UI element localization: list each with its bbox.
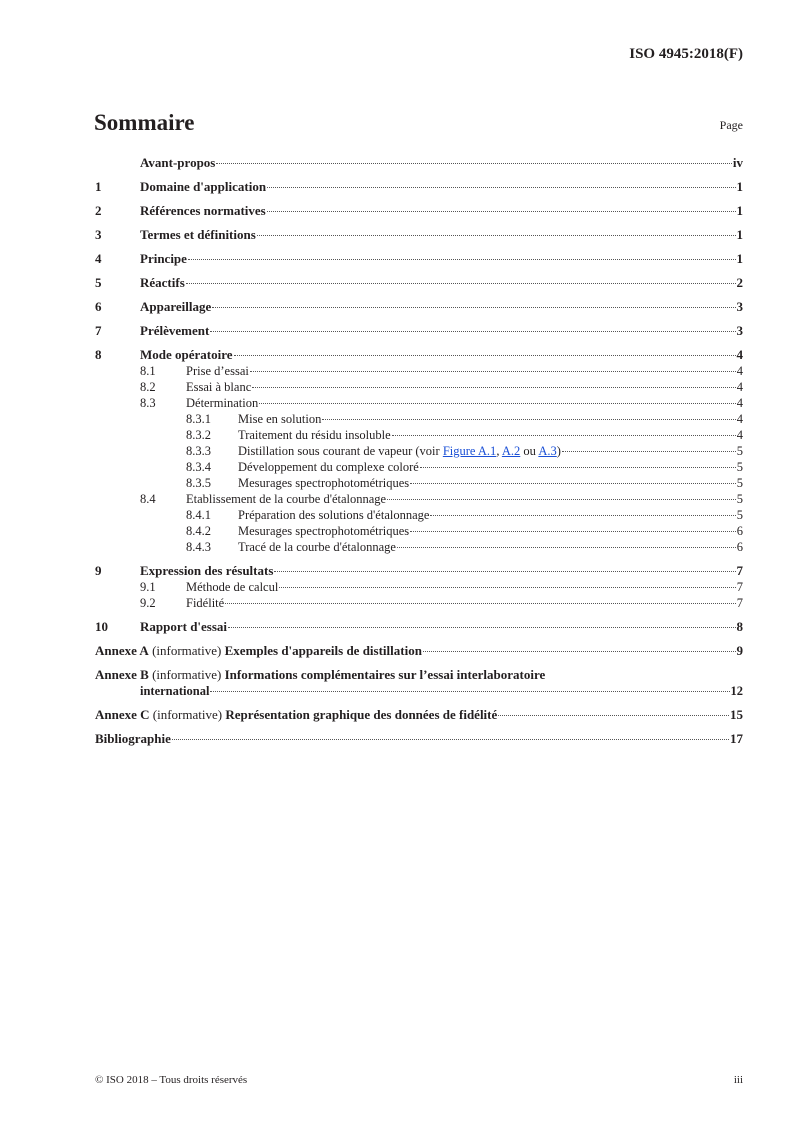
toc-entry-number: 8	[95, 347, 102, 362]
toc-entry[interactable]	[95, 475, 743, 491]
toc-title-part: ou	[520, 444, 539, 458]
toc-entry-page: 2	[736, 275, 743, 290]
toc-title-part: Annexe A	[95, 643, 149, 658]
toc-entry-page: 5	[736, 508, 743, 522]
toc-entry-page: 8	[736, 619, 743, 634]
toc-title-part: Informations complémentaires sur l’essai interlaboratoire	[224, 667, 546, 682]
toc-title-part: Représentation graphique des données de fidélité	[225, 707, 498, 722]
toc-entry[interactable]	[95, 323, 743, 339]
toc-entry-title	[238, 459, 419, 475]
toc-entry[interactable]	[95, 411, 743, 427]
toc-title-part: Réactifs	[140, 275, 185, 290]
toc-title-part: Mode opératoire	[140, 347, 233, 362]
toc-entry[interactable]	[95, 227, 743, 243]
dot-leader	[250, 371, 736, 372]
toc-entry-page: 4	[736, 364, 743, 378]
toc-entry-title	[140, 323, 209, 339]
toc-title-part: Méthode de calcul	[186, 580, 279, 594]
toc-entry-page: iv	[732, 155, 743, 170]
toc-entry-number: 8.4.1	[186, 508, 211, 522]
toc-entry-page: 5	[736, 492, 743, 506]
dot-leader	[188, 259, 736, 260]
toc-entry-page: 4	[736, 412, 743, 426]
toc-entry[interactable]	[95, 523, 743, 539]
toc-title-part: Distillation sous courant de vapeur (voir	[238, 444, 443, 458]
toc-entry-page: 1	[736, 203, 743, 218]
figure-link[interactable]: A.3	[538, 444, 557, 458]
toc-entry-number: 10	[95, 619, 108, 634]
toc-title-part: Annexe C	[95, 707, 150, 722]
dot-leader	[562, 451, 736, 452]
toc-entry-page: 7	[736, 580, 743, 594]
toc-entry-number: 7	[95, 323, 102, 338]
toc-entry[interactable]	[95, 643, 743, 659]
dot-leader	[322, 419, 735, 420]
toc-entry-title	[140, 227, 256, 243]
figure-link[interactable]: A.2	[501, 444, 521, 458]
toc-entry-title	[95, 707, 497, 723]
dot-leader	[210, 331, 735, 332]
toc-title-part: Domaine d'application	[140, 179, 267, 194]
toc-entry-number: 8.1	[140, 364, 156, 378]
toc-entry-title	[140, 347, 233, 363]
toc-entry-page: 12	[730, 684, 743, 698]
dot-leader	[274, 571, 735, 572]
toc-entry-number: 2	[95, 203, 102, 218]
toc-title-part: ,	[496, 444, 502, 458]
toc-entry[interactable]	[95, 275, 743, 291]
dot-leader	[410, 531, 736, 532]
toc-entry-number: 3	[95, 227, 102, 242]
toc-entry[interactable]	[95, 579, 743, 595]
toc-entry-page: 1	[736, 179, 743, 194]
page-column-label: Page	[719, 118, 743, 132]
dot-leader	[212, 307, 735, 308]
toc-entry-page: 1	[736, 227, 743, 242]
toc-entry-page: 6	[736, 524, 743, 538]
toc-title-part: Références normatives	[140, 203, 266, 218]
toc-title-part: Etablissement de la courbe d'étalonnage	[186, 492, 387, 506]
toc-entry-title	[140, 179, 266, 195]
toc-entry-title	[95, 643, 422, 659]
toc-entry[interactable]	[95, 347, 743, 363]
toc-entry-title	[238, 411, 321, 427]
toc-entry[interactable]	[95, 563, 743, 579]
dot-leader	[498, 715, 729, 716]
toc-entry-title	[140, 563, 273, 579]
toc-entry-number: 8.2	[140, 380, 156, 394]
toc-entry-title	[186, 395, 258, 411]
footer-page-number: iii	[733, 1074, 743, 1086]
page-title: Sommaire	[94, 110, 195, 135]
toc-entry[interactable]	[95, 491, 743, 507]
toc-entry[interactable]	[95, 507, 743, 523]
toc-entry[interactable]	[95, 179, 743, 195]
dot-leader	[420, 467, 736, 468]
toc-entry-number: 9	[95, 563, 102, 578]
toc-entry-page: 7	[736, 596, 743, 610]
toc-entry-title	[140, 203, 266, 219]
toc-entry-title	[186, 363, 249, 379]
toc-title-part: Détermination	[186, 396, 259, 410]
toc-entry-title	[238, 539, 396, 555]
dot-leader	[216, 163, 732, 164]
toc-entry[interactable]	[95, 251, 743, 267]
toc-title-part: Appareillage	[140, 299, 212, 314]
toc-entry[interactable]	[95, 379, 743, 395]
toc-entry-page: 5	[736, 476, 743, 490]
toc-entry-page: 4	[736, 347, 743, 362]
dot-leader	[252, 387, 735, 388]
toc-title-part: Prélèvement	[140, 323, 210, 338]
toc-entry-number: 8.3.4	[186, 460, 211, 474]
footer-copyright: © ISO 2018 – Tous droits réservés	[95, 1074, 248, 1086]
toc-title-part: Bibliographie	[95, 731, 171, 746]
toc-title-part: Avant-propos	[140, 155, 216, 170]
toc-title-part: Tracé de la courbe d'étalonnage	[238, 540, 396, 554]
toc-entry-page: 3	[736, 299, 743, 314]
toc-entry[interactable]	[95, 619, 743, 635]
toc-entry[interactable]	[95, 155, 743, 171]
toc-title-part: Termes et définitions	[140, 227, 256, 242]
toc-title-part: Préparation des solutions d'étalonnage	[238, 508, 430, 522]
toc-entry-page: 4	[736, 396, 743, 410]
toc-entry-title	[140, 155, 215, 171]
dot-leader	[279, 587, 735, 588]
toc-title-part: Prise d’essai	[186, 364, 249, 378]
toc-entry[interactable]	[95, 667, 743, 699]
toc-entry-page: 5	[736, 460, 743, 474]
figure-link[interactable]: Figure A.1	[442, 444, 497, 458]
dot-leader	[257, 235, 736, 236]
toc-entry[interactable]	[95, 443, 743, 459]
toc-entry-title	[238, 475, 409, 491]
dot-leader	[186, 283, 736, 284]
dot-leader	[430, 515, 735, 516]
toc-entry-number: 8.3.5	[186, 476, 211, 490]
toc-title-part: Développement du complexe coloré	[238, 460, 419, 474]
toc-title-part: )	[556, 444, 561, 458]
toc-entry-title	[186, 379, 251, 395]
toc-entry-title	[186, 595, 224, 611]
toc-title-part: (informative)	[148, 643, 225, 658]
toc-entry-page: 5	[736, 444, 743, 458]
toc-title-part: Fidélité	[186, 596, 225, 610]
toc-entry-title	[186, 579, 278, 595]
toc-entry-number: 8.3	[140, 396, 156, 410]
dot-leader	[228, 627, 735, 628]
dot-leader	[259, 403, 736, 404]
toc-entry-title	[95, 731, 171, 747]
toc-title-part: Mise en solution	[238, 412, 322, 426]
dot-leader	[225, 603, 736, 604]
toc-entry-page: 4	[736, 380, 743, 394]
toc-entry-title	[238, 507, 429, 523]
toc-entry-number: 5	[95, 275, 102, 290]
dot-leader	[410, 483, 736, 484]
dot-leader	[210, 691, 729, 692]
toc-entry-page: 7	[736, 563, 743, 578]
dot-leader	[392, 435, 736, 436]
toc-entry-title	[140, 251, 187, 267]
toc-title-part: Annexe B	[95, 667, 149, 682]
document-header: ISO 4945:2018(F)	[629, 46, 743, 62]
toc-entry-title	[238, 427, 391, 443]
toc-entry[interactable]	[95, 595, 743, 611]
toc-entry-title	[238, 443, 561, 459]
toc-entry-title	[186, 491, 386, 507]
toc-entry-number: 8.3.3	[186, 444, 211, 458]
toc-title-part: Mesurages spectrophotométriques	[238, 524, 410, 538]
toc-entry-number: 8.4.3	[186, 540, 211, 554]
toc-entry-number: 6	[95, 299, 102, 314]
toc-title-part: (informative)	[149, 707, 226, 722]
toc-entry-page: 6	[736, 540, 743, 554]
dot-leader	[234, 355, 736, 356]
toc-entry-number: 1	[95, 179, 102, 194]
dot-leader	[172, 739, 729, 740]
toc-title-part: Expression des résultats	[140, 563, 274, 578]
toc-entry-number: 8.3.1	[186, 412, 211, 426]
dot-leader	[387, 499, 736, 500]
toc-entry-title	[238, 523, 409, 539]
toc-title-part: Principe	[140, 251, 187, 266]
toc-entry[interactable]	[95, 731, 743, 747]
toc-entry-page: 17	[730, 731, 743, 746]
dot-leader	[397, 547, 736, 548]
table-of-contents	[95, 155, 743, 747]
toc-entry-title	[140, 275, 185, 291]
toc-entry-number: 9.2	[140, 596, 156, 610]
toc-title-part: Essai à blanc	[186, 380, 252, 394]
toc-entry-page: 9	[736, 643, 743, 658]
toc-title-part: Traitement du résidu insoluble	[238, 428, 391, 442]
toc-entry-number: 8.4	[140, 492, 156, 506]
dot-leader	[267, 187, 735, 188]
toc-title-part: Exemples d'appareils de distillation	[224, 643, 422, 658]
dot-leader	[423, 651, 736, 652]
toc-entry-title-continued: international	[140, 684, 210, 698]
toc-entry-title	[95, 667, 545, 682]
toc-entry[interactable]	[95, 299, 743, 315]
dot-leader	[267, 211, 736, 212]
toc-title-part: Mesurages spectrophotométriques	[238, 476, 410, 490]
toc-title-part: (informative)	[148, 667, 225, 682]
toc-entry[interactable]	[95, 395, 743, 411]
toc-entry-number: 8.4.2	[186, 524, 211, 538]
toc-entry-page: 15	[730, 707, 743, 722]
toc-title-part: Rapport d'essai	[140, 619, 228, 634]
toc-entry-page: 4	[736, 428, 743, 442]
toc-entry-title	[140, 299, 211, 315]
toc-entry-number: 4	[95, 251, 102, 266]
toc-entry[interactable]	[95, 427, 743, 443]
toc-entry[interactable]	[95, 203, 743, 219]
toc-entry-page: 3	[736, 323, 743, 338]
toc-entry-page: 1	[736, 251, 743, 266]
toc-entry-title	[140, 619, 227, 635]
toc-entry[interactable]	[95, 539, 743, 555]
toc-entry[interactable]	[95, 459, 743, 475]
toc-entry-number: 8.3.2	[186, 428, 211, 442]
toc-entry-number: 9.1	[140, 580, 156, 594]
toc-entry[interactable]	[95, 707, 743, 723]
toc-entry[interactable]	[95, 363, 743, 379]
